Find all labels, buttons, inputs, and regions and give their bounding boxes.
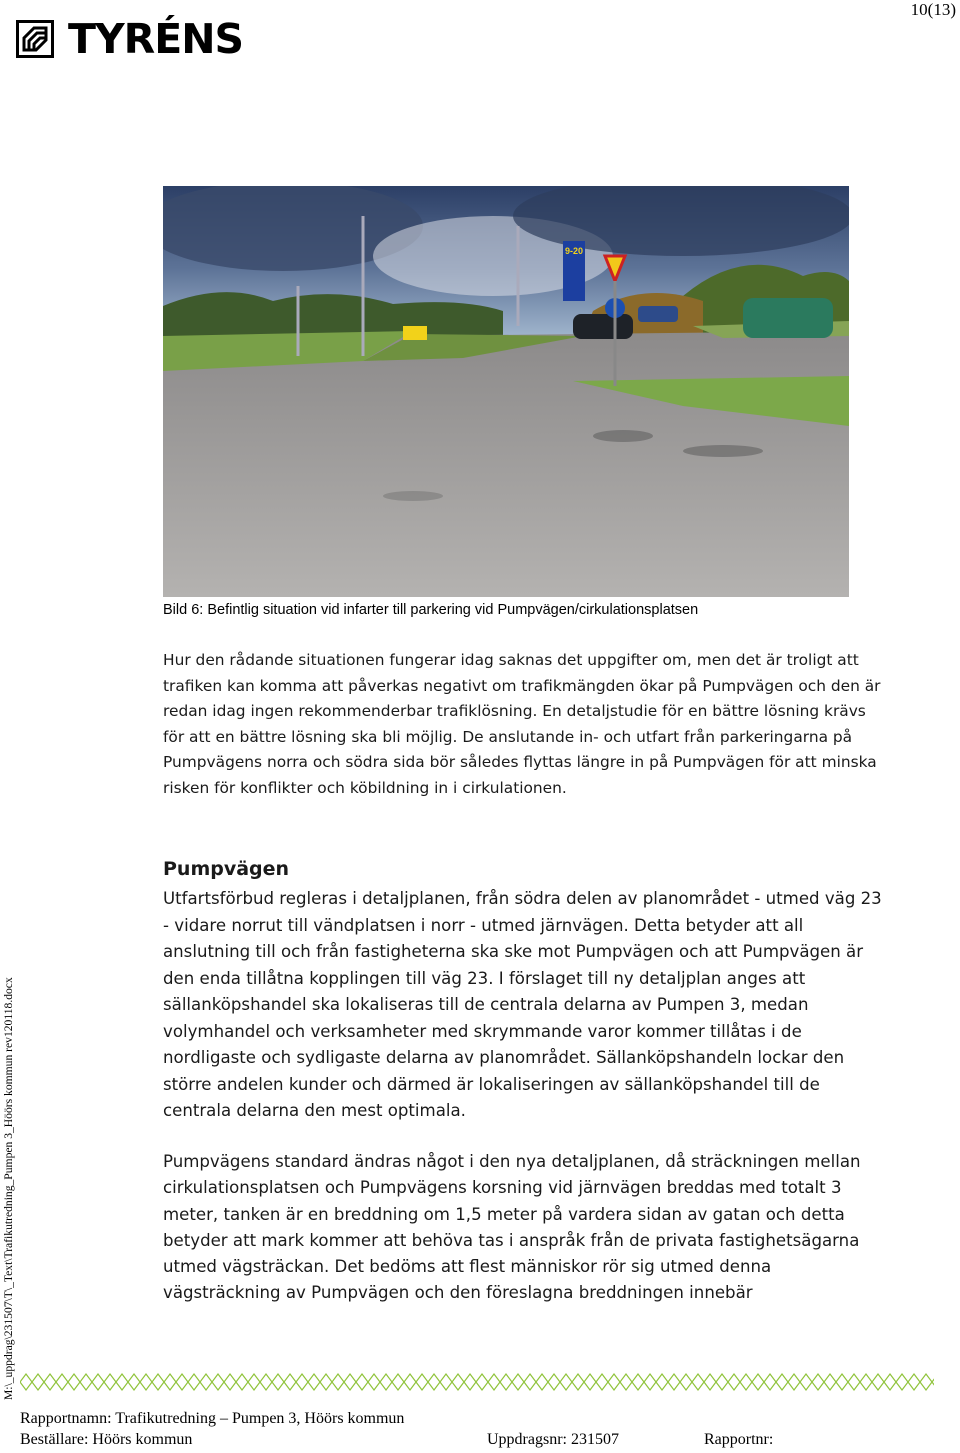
footer-report-number: Rapportnr: [704,1431,774,1448]
store-sign-text: 9-20 [565,246,584,256]
paragraph-utfartsforbud: Utfartsförbud regleras i detaljplanen, från södra delen av planområdet - utmed väg 23 - vidare norrut till vändplatsen i norr - utmed järnvägen. Detta betyder att all anslutning till och från fastigheterna ska ske mot Pumpvägen och att Pumpvägen är den enda tillåtna kopplingen till väg 23. I förslaget till ny detaljplan anges att sällanköpshandel ska lokaliseras till de centrala delarna av Pumpen 3, medan volymhandel och verksamheter med skrymmande varor kommer tillåtas i de nordligaste och sydligaste delarna av planområdet. Sällanköpshandeln lockar den större andelen kunder och därmed är lokaliseringen av sällanköpshandel till de centrala delarna den mest optimala. [163,889,882,1120]
tyrens-logo-mark-icon [16,20,54,58]
section-heading-pumpvagen: Pumpvägen [163,858,290,880]
paragraph-situation: Hur den rådande situationen fungerar idag saknas det uppgifter om, men det är troligt att trafiken kan komma att påverkas negativt om trafikmängden ökar på Pumpvägen och den är redan idag ingen rekommenderbar trafiklösning. En detaljstudie för en bättre lösning krävs för att en bättre lösning ska bli möjlig. De anslutande in- och utfart från parkeringarna på Pumpvägens norra och södra sida bör således flyttas längre in på Pumpvägen för att minska risken för konflikter och köbildning in i cirkulationen. [163,651,881,797]
footer-assignment-number: Uppdragsnr: 231507 [487,1431,619,1448]
page-number: 10(13) [910,0,956,19]
footer-client: Beställare: Höörs kommun [20,1431,193,1448]
logo-wordmark: TYRÉNS [68,14,244,63]
intersection-photo [163,186,849,597]
file-path-margin: M:\_uppdrag\231507\T\_Text\Trafikutredning_Pumpen 3_Höörs kommun rev120118.docx [2,977,15,1400]
tyrens-logo [16,16,243,62]
decorative-band [20,1372,934,1392]
paragraph-standard: Pumpvägens standard ändras något i den nya detaljplanen, då sträckningen mellan cirkulationsplatsen och Pumpvägens korsning vid järnvägen breddas med totalt 3 meter, tanken är en breddning om 1,5 meter på vardera sidan av gatan och detta betyder att mark kommer att behöva tas i anspråk från de privata fastighetsägarna utmed vägsträckan. Det bedöms att flest människor rör sig utmed denna vägsträckning av Pumpvägen och den föreslagna breddningen innebär [163,1152,861,1303]
figure-caption: Bild 6: Befintlig situation vid infarter till parkering vid Pumpvägen/cirkulationsplatsen [163,602,699,618]
footer-report-name: Rapportnamn: Trafikutredning – Pumpen 3, Höörs kommun [20,1410,405,1427]
